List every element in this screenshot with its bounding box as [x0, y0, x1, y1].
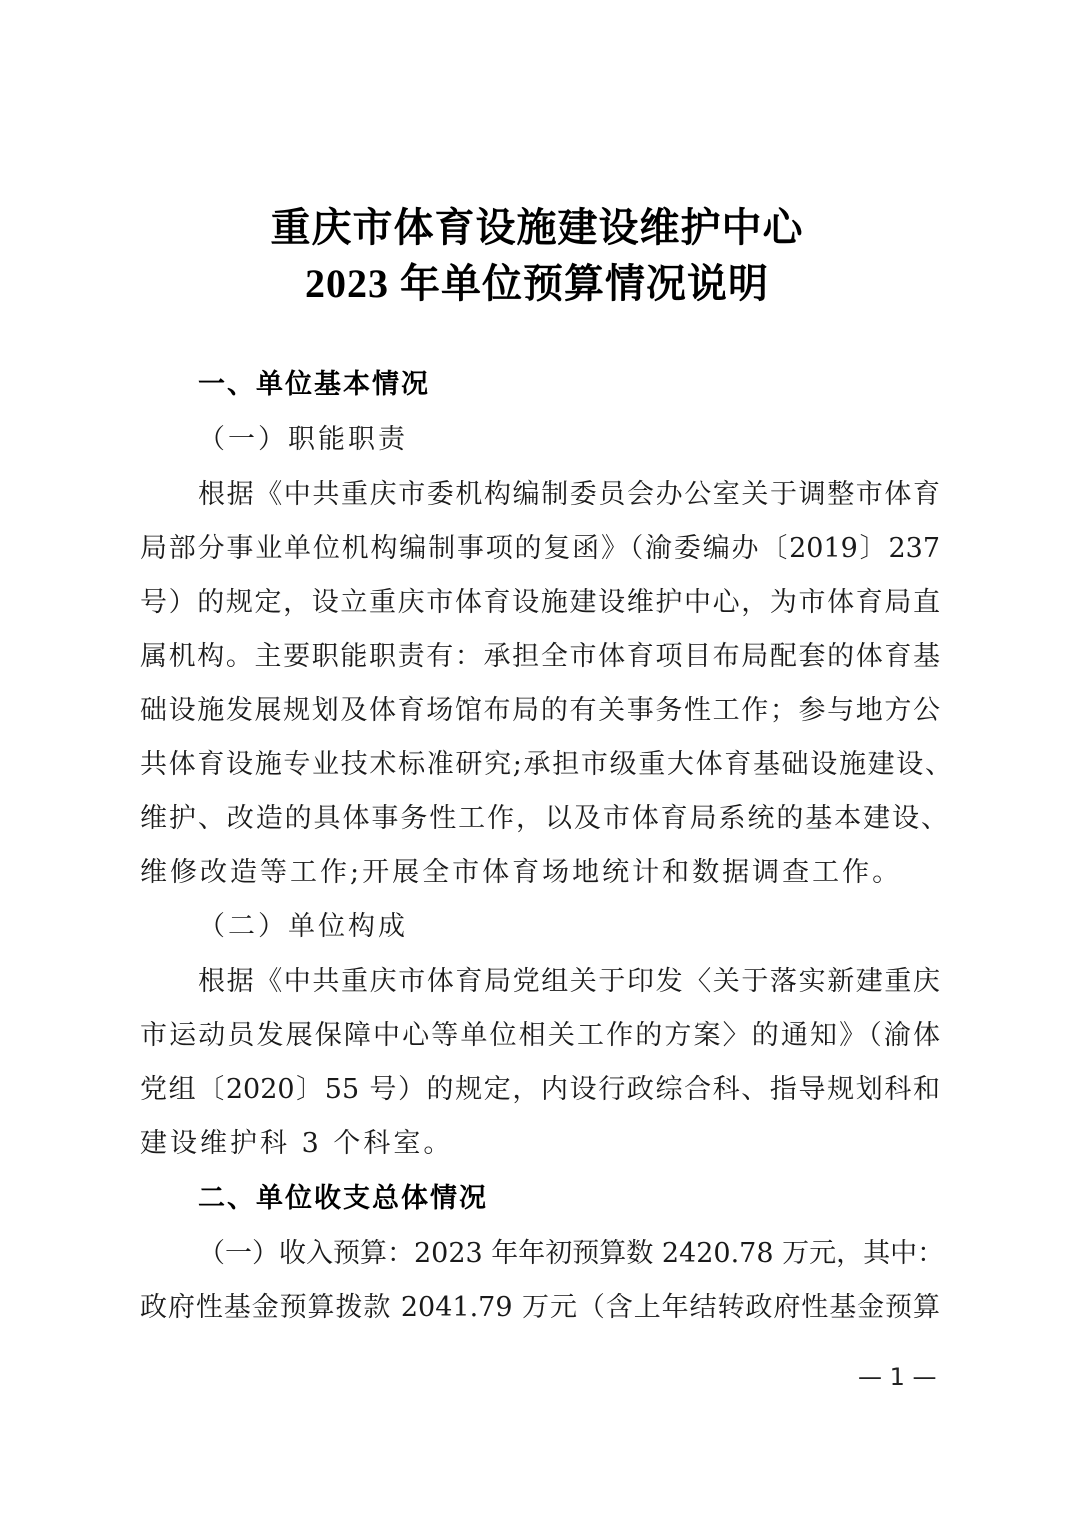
paragraph-line: 维护、改造的具体事务性工作，以及市体育局系统的基本建设、 [140, 803, 948, 834]
paragraph-line: 建设维护科 3 个科室。 [140, 1128, 454, 1159]
paragraph-line: 号）的规定，设立重庆市体育设施建设维护中心，为市体育局直 [140, 587, 940, 618]
paragraph-line: 市运动员发展保障中心等单位相关工作的方案〉的通知》（渝体 [140, 1020, 940, 1051]
paragraph-line: 党组〔2020〕55 号）的规定，内设行政综合科、指导规划科和 [140, 1074, 940, 1105]
section1-sub1-heading: （一）职能职责 [198, 424, 408, 455]
paragraph-line: 根据《中共重庆市体育局党组关于印发〈关于落实新建重庆 [198, 966, 940, 997]
document-title-line2: 2023 年单位预算情况说明 [305, 261, 769, 306]
paragraph-line: （一）收入预算：2023 年年初预算数 2420.78 万元，其中： [198, 1238, 945, 1269]
paragraph-line: 维修改造等工作;开展全市体育场地统计和数据调查工作。 [140, 857, 903, 888]
section2-heading: 二、单位收支总体情况 [198, 1183, 488, 1214]
paragraph-line: 共体育设施专业技术标准研究;承担市级重大体育基础设施建设、 [140, 749, 952, 780]
document-title-line1: 重庆市体育设施建设维护中心 [270, 205, 804, 250]
paragraph-line: 局部分事业单位机构编制事项的复函》（渝委编办〔2019〕237 [140, 533, 940, 564]
paragraph-line: 础设施发展规划及体育场馆布局的有关事务性工作；参与地方公 [140, 695, 940, 726]
page-number: — 1 — [858, 1363, 937, 1391]
section1-heading: 一、单位基本情况 [198, 369, 430, 400]
paragraph-line: 属机构。主要职能职责有：承担全市体育项目布局配套的体育基 [140, 641, 940, 672]
paragraph-line: 根据《中共重庆市委机构编制委员会办公室关于调整市体育 [198, 479, 940, 510]
section1-sub2-heading: （二）单位构成 [198, 911, 408, 942]
paragraph-line: 政府性基金预算拨款 2041.79 万元（含上年结转政府性基金预算 [140, 1292, 940, 1323]
